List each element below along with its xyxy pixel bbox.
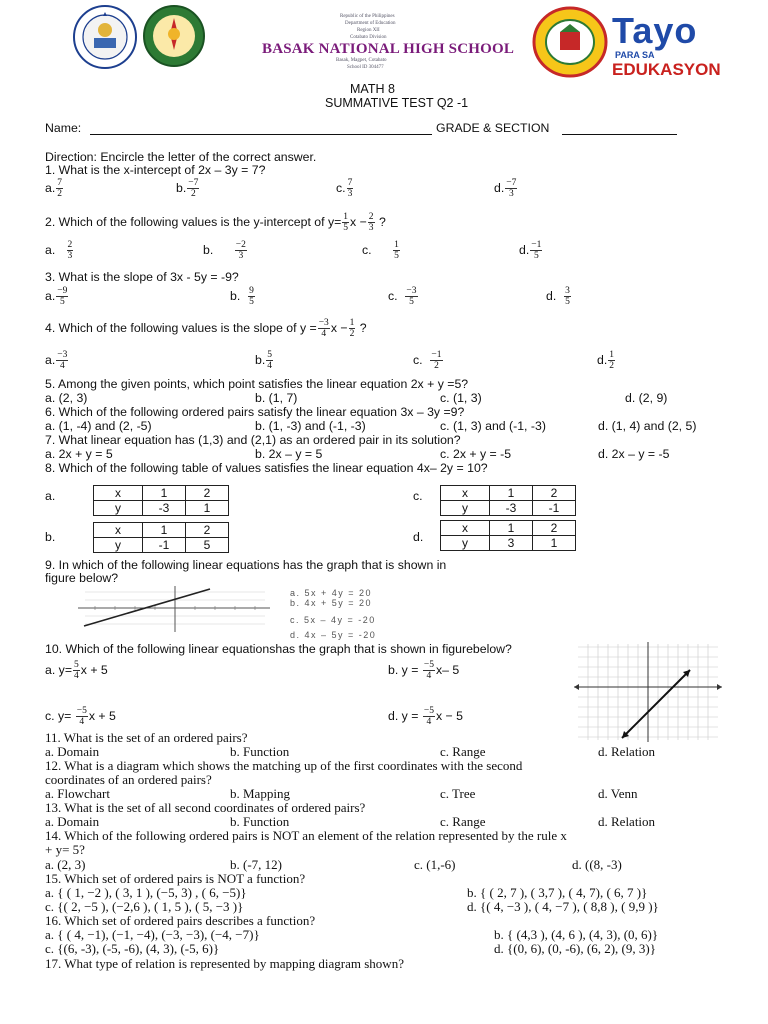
school-header — [0, 0, 768, 78]
q16-option-d[interactable]: d. {(0, 6), (0, -6), (6, 2), (9, 3)} — [494, 941, 656, 956]
q14-option-a[interactable]: a. (2, 3) — [45, 857, 86, 872]
q9-option-b[interactable]: b. 4x + 5y = 20 — [290, 598, 373, 608]
q1-option-a[interactable]: a. $\frac{7}{2}$ — [45, 178, 63, 199]
header-line-2: Department of Education — [345, 21, 396, 26]
header-line-3: Region XII — [357, 28, 380, 33]
school-name: BASAK NATIONAL HIGH SCHOOL — [262, 41, 515, 57]
question-17: 17. What type of relation is represented by mapping diagram shown? — [45, 956, 404, 971]
q3-option-c[interactable]: c. $\frac{-3}{5}$ — [388, 286, 417, 307]
q2-option-d[interactable]: d. $\frac{-1}{5}$ — [519, 240, 542, 261]
q1-option-b[interactable]: b. $\frac{-7}{2}$ — [176, 178, 199, 199]
q13-option-d[interactable]: d. Relation — [598, 814, 656, 829]
school-id: School ID 304477 — [347, 65, 384, 70]
question-16: 16. Which set of ordered pairs describes a function? — [45, 913, 316, 928]
q6-option-b[interactable]: b. (1, -3) and (-1, -3) — [255, 419, 366, 433]
question-11: 11. What is the set of an ordered pairs? — [45, 730, 248, 745]
question-12-line-2: coordinates of an ordered pairs? — [45, 772, 212, 787]
q10-option-b[interactable]: b. y = $\frac{-5}{4}$ x– 5 — [388, 660, 460, 681]
q1-option-d[interactable]: d. $\frac{-7}{3}$ — [494, 178, 517, 199]
q5-option-c[interactable]: c. (1, 3) — [440, 391, 482, 405]
question-9-line-1: 9. In which of the following linear equations has the graph that is shown in — [45, 558, 447, 572]
question-15: 15. Which set of ordered pairs is NOT a function? — [45, 871, 306, 886]
name-label: Name: — [45, 121, 82, 135]
question-12-line-1: 12. What is a diagram which shows the matching up of the first coordinates with the second — [45, 758, 523, 773]
q8-table-d[interactable]: x 1 2 y 3 1 — [440, 520, 576, 551]
q7-option-b[interactable]: b. 2x – y = 5 — [255, 447, 323, 461]
name-blank[interactable] — [90, 134, 432, 135]
q6-option-d[interactable]: d. (1, 4) and (2, 5) — [598, 419, 697, 433]
q9-option-d[interactable]: d. 4x – 5y = -20 — [290, 630, 377, 640]
q6-option-c[interactable]: c. (1, 3) and (-1, -3) — [440, 419, 546, 433]
q8-table-c[interactable]: x 1 2 y -3 -1 — [440, 485, 576, 516]
q14-option-b[interactable]: b. (-7, 12) — [230, 857, 282, 872]
q5-option-a[interactable]: a. (2, 3) — [45, 391, 88, 405]
division-seal-icon — [142, 4, 206, 68]
q14-option-d[interactable]: d. ((8, -3) — [572, 857, 622, 872]
q1-option-c[interactable]: c. $\frac{7}{3}$ — [336, 178, 353, 199]
tayo-logo: Tayo — [612, 10, 698, 51]
q4-option-c[interactable]: c. $\frac{-1}{2}$ — [413, 350, 442, 371]
q5-option-b[interactable]: b. (1, 7) — [255, 391, 298, 405]
para-sa-text: PARA SA — [615, 50, 655, 60]
grade-section-blank[interactable] — [562, 134, 677, 135]
q7-option-a[interactable]: a. 2x + y = 5 — [45, 447, 113, 461]
q2-option-b[interactable]: b. $\frac{-2}{3}$ — [203, 240, 246, 261]
question-13: 13. What is the set of all second coordinates of ordered pairs? — [45, 800, 366, 815]
question-14-line-2: + y= 5? — [45, 842, 85, 857]
q3-option-a[interactable]: a. $\frac{-9}{5}$ — [45, 286, 68, 307]
q12-option-b[interactable]: b. Mapping — [230, 786, 290, 801]
school-seal-icon — [532, 6, 608, 78]
header-line-1: Republic of the Philippines — [340, 14, 395, 19]
q14-option-c[interactable]: c. (1,-6) — [414, 857, 456, 872]
question-3: 3. What is the slope of 3x - 5y = -9? — [45, 270, 239, 284]
q10-option-a[interactable]: a. y= $\frac{5}{4}$ x + 5 — [45, 660, 108, 681]
q2-option-c[interactable]: c. $\frac{1}{5}$ — [362, 240, 399, 261]
q15-option-d[interactable]: d. {( 4, −3 ), ( 4, −7 ), ( 8,8 ), ( 9,9 )} — [467, 899, 659, 914]
q8-option-a-letter[interactable]: a. — [45, 489, 56, 503]
q8-table-b[interactable]: x 1 2 y -1 5 — [93, 522, 229, 553]
q7-option-d[interactable]: d. 2x – y = -5 — [598, 447, 670, 461]
q15-option-a[interactable]: a. { ( 1, −2 ), ( 3, 1 ), (−5, 3) , ( 6, −5)} — [45, 885, 247, 900]
grade-section-label: GRADE & SECTION — [436, 121, 550, 135]
q6-option-a[interactable]: a. (1, -4) and (2, -5) — [45, 419, 152, 433]
question-14-line-1: 14. Which of the following ordered pairs is NOT an element of the relation represented by the rule x — [45, 828, 567, 843]
q10-option-d[interactable]: d. y = $\frac{-5}{4}$ x − 5 — [388, 706, 463, 727]
question-2: 2. Which of the following values is the y-intercept of y= $\frac{1}{5}$ x − $\frac{2}{3}$ ? — [45, 212, 386, 233]
q16-option-a[interactable]: a. { ( 4, −1), (−1, −4), (−3, −3), (−4, −7)} — [45, 927, 260, 942]
q2-option-a[interactable]: a. $\frac{2}{3}$ — [45, 240, 73, 261]
question-5: 5. Among the given points, which point satisfies the linear equation 2x + y =5? — [45, 377, 469, 391]
school-address: Basak, Magpet, Cotabato — [336, 58, 387, 63]
edukasyon-text: EDUKASYON — [612, 60, 721, 79]
q4-option-d[interactable]: d. $\frac{1}{2}$ — [597, 350, 615, 371]
q3-option-d[interactable]: d. $\frac{3}{5}$ — [546, 286, 570, 307]
question-8: 8. Which of the following table of values satisfies the linear equation 4x– 2y = 10? — [45, 461, 488, 475]
question-7: 7. What linear equation has (1,3) and (2,1) as an ordered pair in its solution? — [45, 433, 461, 447]
header-line-4: Cotabato Division — [350, 35, 387, 40]
question-1: 1. What is the x-intercept of 2x – 3y = 7? — [45, 163, 266, 177]
q13-option-a[interactable]: a. Domain — [45, 814, 100, 829]
q5-option-d[interactable]: d. (2, 9) — [625, 391, 668, 405]
q8-option-b-letter[interactable]: b. — [45, 530, 56, 544]
q8-option-c-letter[interactable]: c. — [413, 489, 423, 503]
q16-option-b[interactable]: b. { (4,3 ), (4, 6 ), (4, 3), (0, 6)} — [494, 927, 659, 942]
q11-option-c[interactable]: c. Range — [440, 744, 486, 759]
q8-option-d-letter[interactable]: d. — [413, 530, 424, 544]
question-6: 6. Which of the following ordered pairs satisfy the linear equation 3x – 3y =9? — [45, 405, 465, 419]
q15-option-c[interactable]: c. {( 2, −5 ), (−2,6 ), ( 1, 5 ), ( 5, −3 )} — [45, 899, 244, 914]
q13-option-b[interactable]: b. Function — [230, 814, 290, 829]
q12-option-c[interactable]: c. Tree — [440, 786, 476, 801]
q4-option-b[interactable]: b. $\frac{5}{4}$ — [255, 350, 273, 371]
q13-option-c[interactable]: c. Range — [440, 814, 486, 829]
q9-option-a[interactable]: a. 5x + 4y = 20 — [290, 588, 373, 598]
q8-table-a[interactable]: x 1 2 y -3 1 — [93, 485, 229, 516]
q16-option-c[interactable]: c. {(6, -3), (-5, -6), (4, 3), (-5, 6)} — [45, 941, 220, 956]
direction-text: Direction: Encircle the letter of the correct answer. — [45, 150, 317, 164]
q9-option-c[interactable]: c. 5x – 4y = -20 — [290, 615, 376, 625]
q7-option-c[interactable]: c. 2x + y = -5 — [440, 447, 512, 461]
question-10: 10. Which of the following linear equationshas the graph that is shown in figurebelow? — [45, 642, 512, 656]
deped-seal-icon — [72, 4, 138, 70]
subject-title: MATH 8 — [350, 82, 395, 96]
q15-option-b[interactable]: b. { ( 2, 7 ), ( 3,7 ), ( 4, 7), ( 6, 7 )} — [467, 885, 648, 900]
q12-option-a[interactable]: a. Flowchart — [45, 786, 110, 801]
q3-option-b[interactable]: b. $\frac{9}{5}$ — [230, 286, 254, 307]
q11-option-d[interactable]: d. Relation — [598, 744, 656, 759]
q11-option-a[interactable]: a. Domain — [45, 744, 100, 759]
q11-option-b[interactable]: b. Function — [230, 744, 290, 759]
q10-graph — [572, 642, 724, 742]
question-4: 4. Which of the following values is the slope of y = $\frac{-3}{4}$ x − $\frac{1}{2}$ ? — [45, 318, 367, 339]
test-title: SUMMATIVE TEST Q2 -1 — [325, 96, 469, 110]
question-9-line-2: figure below? — [45, 571, 119, 585]
q12-option-d[interactable]: d. Venn — [598, 786, 638, 801]
q9-graph — [70, 584, 275, 634]
q4-option-a[interactable]: a. $\frac{-3}{4}$ — [45, 350, 68, 371]
q10-option-c[interactable]: c. y= $\frac{-5}{4}$ x + 5 — [45, 706, 116, 727]
